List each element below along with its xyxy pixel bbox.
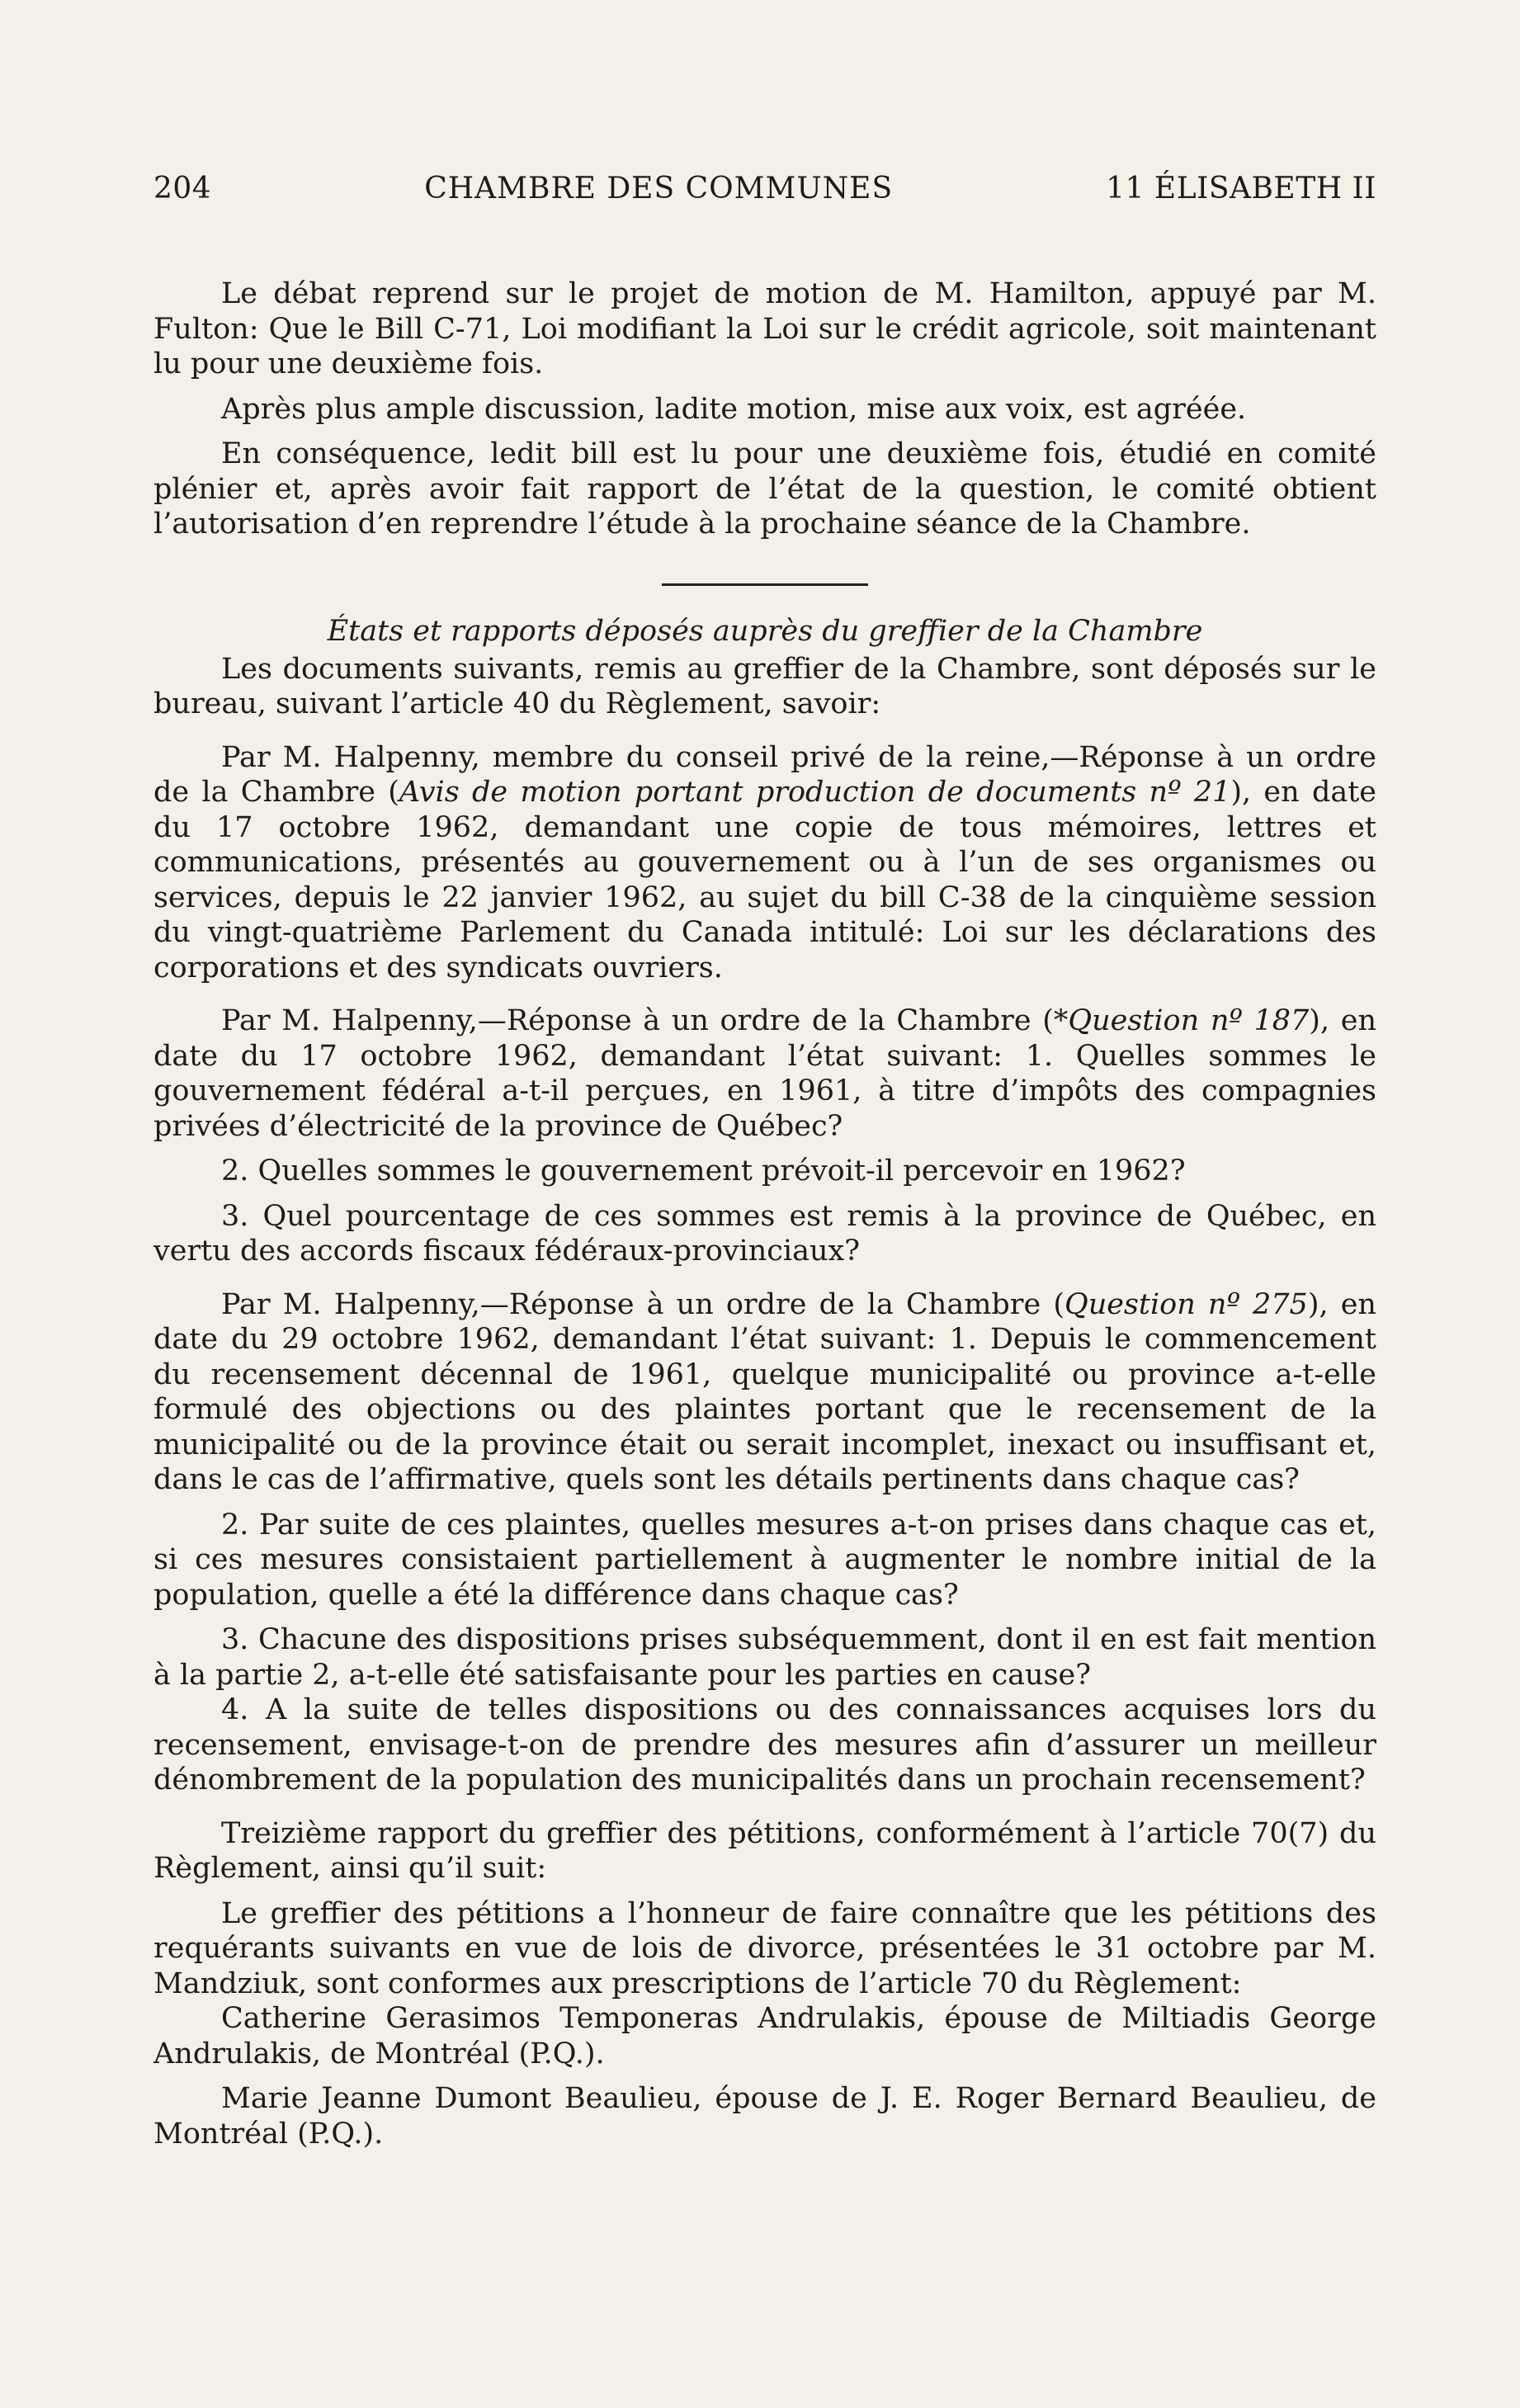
paragraph-question-275 [153,1287,1376,1498]
page-number: 204 [153,172,212,205]
italic-reference: Avis de motion portant production de documents nº 21 [399,776,1231,809]
text-segment: ), en date du 17 octobre 1962, demandant l’état suivant: 1. Quelles sommes le gouvernement fédéral a-t-il perçues, en 1961, à titre d’impôts des compagnies privées d’électricité de la province de Québec? [153,1004,1376,1143]
paragraph-motion-agreed: Après plus ample discussion, ladite motion, mise aux voix, est agréée. [221,392,1247,426]
paragraph-question-187-part-2: 2. Quelles sommes le gouvernement prévoit-il percevoir en 1962? [221,1154,1186,1187]
text-segment: Par M. Halpenny, membre du conseil privé de la reine,—Réponse à un ordre de la Chambre ( [153,740,1376,809]
text-segment: ), en date du 17 octobre 1962, demandant une copie de tous mémoires, lettres et communications, présentés au gouvernement ou à l’un de ses organismes ou services, depuis le 22 janvier 1962, au sujet du bill C-38 de la cinquième session du vingt-quatrième Parlement du Canada intitulé: Loi sur les déclarations des corporations et des syndicats ouvriers. [153,776,1377,984]
paragraph-petitions-clerk: Le greffier des pétitions a l’honneur de faire connaître que les pétitions des requérants suivants en vue de lois de divorce, présentées le 31 octobre par M. Mandziuk, sont conformes aux prescriptions de l’article 70 du Règlement: [153,1896,1376,2000]
paragraph-consequence: En conséquence, ledit bill est lu pour une deuxième fois, étudié en comité plénier et, après avoir fait rapport de l’état de la question, le comité obtient l’autorisation d’en reprendre l’étude à la prochaine séance de la Chambre. [153,437,1376,541]
text-segment: Par M. Halpenny,—Réponse à un ordre de la Chambre ( [221,1004,1054,1037]
paragraph-petition-andrulakis: Catherine Gerasimos Temponeras Andrulakis, épouse de Miltiadis George Andrulakis, de Montréal (P.Q.). [153,2002,1376,2070]
italic-reference: *Question nº 187 [1053,1004,1310,1037]
paragraph-question-275-part-2: 2. Par suite de ces plaintes, quelles mesures a-t-on prises dans chaque cas et, si ces mesures consistaient partiellement à augmenter le nombre initial de la population, quelle a été la différence dans chaque cas? [153,1508,1376,1612]
paragraph-question-275-part-3: 3. Chacune des dispositions prises subséquemment, dont il en est fait mention à la partie 2, a-t-elle été satisfaisante pour les parties en cause? [153,1623,1376,1692]
paragraph-question-187 [153,1003,1376,1144]
paragraph-return-motion-21 [153,740,1376,986]
text-segment: Par M. Halpenny,—Réponse à un ordre de la Chambre ( [221,1287,1065,1321]
section-divider [662,583,868,586]
paragraph-petition-beaulieu: Marie Jeanne Dumont Beaulieu, épouse de J. E. Roger Bernard Beaulieu, de Montréal (P.Q.). [153,2082,1376,2151]
text-segment: ), en date du 29 octobre 1962, demandant l’état suivant: 1. Depuis le commencement du recensement décennal de 1961, quelque municipalité ou province a-t-elle formulé des objections ou des plaintes portant que le recensement de la municipalité ou de la province était ou serait incomplet, inexact ou insuffisant et, dans le cas de l’affirmative, quels sont les détails pertinents dans chaque cas? [153,1287,1376,1496]
section-title: États et rapports déposés auprès du greffier de la Chambre [327,614,1203,648]
italic-reference: Question nº 275 [1064,1287,1308,1321]
running-title: CHAMBRE DES COMMUNES [424,172,894,205]
paragraph-debate: Le débat reprend sur le projet de motion de M. Hamilton, appuyé par M. Fulton: Que le Bill C-71, Loi modifiant la Loi sur le crédit agricole, soit maintenant lu pour une deuxième fois. [153,277,1376,380]
session-label: 11 ÉLISABETH II [1106,172,1376,205]
document-page [153,172,1376,2151]
paragraph-documents-intro: Les documents suivants, remis au greffier de la Chambre, sont déposés sur le bureau, suivant l’article 40 du Règlement, savoir: [153,652,1376,720]
paragraph-question-275-part-4: 4. A la suite de telles dispositions ou des connaissances acquises lors du recensement, envisage-t-on de prendre des mesures afin d’assurer un meilleur dénombrement de la population des municipalités dans un prochain recensement? [153,1693,1376,1797]
paragraph-thirteenth-report: Treizième rapport du greffier des pétitions, conformément à l’article 70(7) du Règlement, ainsi qu’il suit: [153,1816,1376,1885]
page-header [153,172,1376,205]
paragraph-question-187-part-3: 3. Quel pourcentage de ces sommes est remis à la province de Québec, en vertu des accords fiscaux fédéraux-provinciaux? [153,1199,1376,1268]
